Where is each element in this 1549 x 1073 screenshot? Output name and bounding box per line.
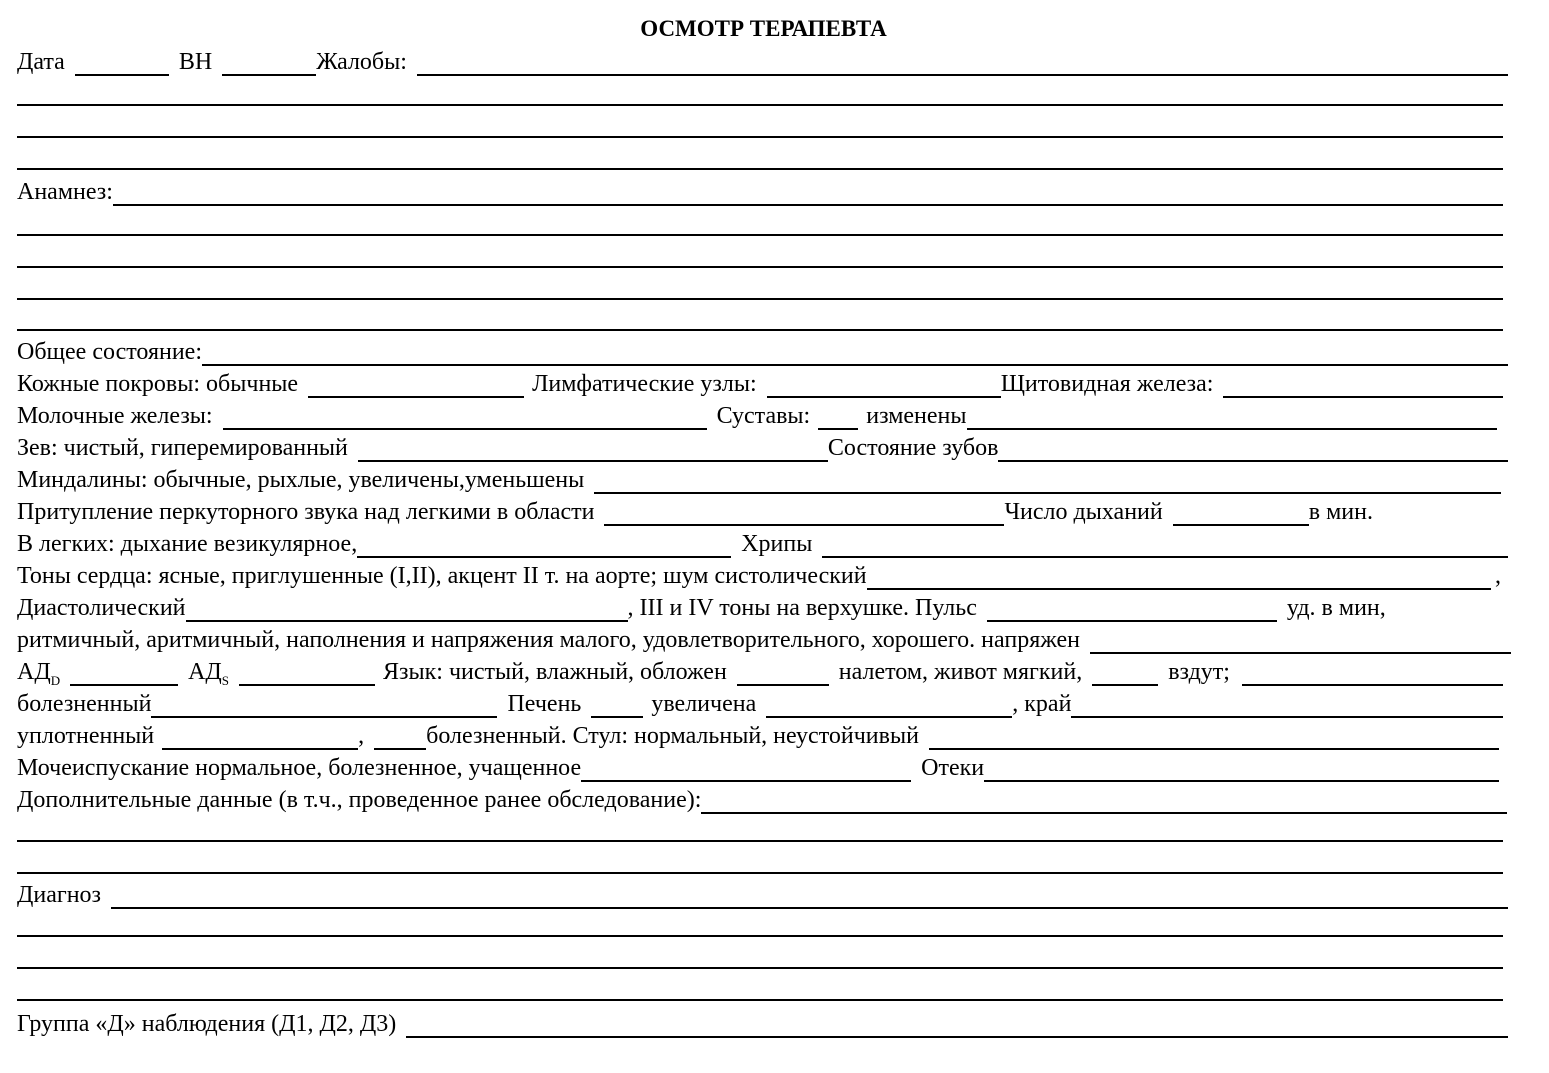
rales-field[interactable] <box>822 532 1508 558</box>
additional-label: Дополнительные данные (в т.ч., проведенное ранее обследование): <box>17 787 702 813</box>
ad-d-text: АД <box>17 659 51 685</box>
painful-label: болезненный <box>17 691 152 717</box>
complaints-label: Жалобы: <box>316 49 407 75</box>
tones-label: , III и IV тоны на верхушке. Пульс <box>627 595 977 621</box>
stool-field[interactable] <box>929 724 1499 750</box>
teeth-label: Состояние зубов <box>827 435 999 461</box>
bloated-label: вздут; <box>1168 659 1230 685</box>
additional-field[interactable] <box>701 788 1507 814</box>
ad-d-field[interactable] <box>70 660 178 686</box>
changed-field[interactable] <box>967 404 1497 430</box>
pulse-field[interactable] <box>987 596 1277 622</box>
anamnesis-field[interactable] <box>113 180 1503 206</box>
anamnesis-label: Анамнез: <box>17 179 113 205</box>
edema-field[interactable] <box>984 756 1499 782</box>
diagnosis-line-3[interactable] <box>17 967 1503 969</box>
row-breast <box>17 398 1497 430</box>
general-state-label: Общее состояние: <box>17 339 202 365</box>
anamnesis-line-5[interactable] <box>17 329 1503 331</box>
date-label: Дата <box>17 49 65 75</box>
anamnesis-line-3[interactable] <box>17 266 1503 268</box>
anamnesis-line-2[interactable] <box>17 234 1503 236</box>
rales-label: Хрипы <box>741 531 813 557</box>
vn-label: ВН <box>178 49 213 75</box>
diagnosis-line-4[interactable] <box>17 999 1503 1001</box>
edge-label: , край <box>1012 691 1072 717</box>
row-tonsils <box>17 462 1501 494</box>
row-throat <box>17 430 1508 462</box>
throat-field[interactable] <box>358 436 828 462</box>
ad-s-sub: S <box>221 672 230 688</box>
group-field[interactable] <box>406 1012 1508 1038</box>
diagnosis-line-2[interactable] <box>17 935 1503 937</box>
form-title: ОСМОТР ТЕРАПЕВТА <box>640 16 887 41</box>
row-additional <box>17 782 1507 814</box>
percussion-field[interactable] <box>604 500 1004 526</box>
heart-comma: , <box>1495 563 1501 589</box>
stool-label: болезненный. Стул: нормальный, неустойчивый <box>426 723 919 749</box>
row-percussion <box>17 494 1501 526</box>
diastolic-label: Диастолический <box>17 595 186 621</box>
bpm-label: уд. в мин, <box>1286 595 1386 621</box>
abdomen-field[interactable] <box>1092 660 1158 686</box>
coating-label: налетом, живот мягкий, <box>838 659 1083 685</box>
dense-label: уплотненный <box>17 723 155 749</box>
edge-field[interactable] <box>1071 692 1503 718</box>
skin-field[interactable] <box>308 372 524 398</box>
additional-line-3[interactable] <box>17 872 1503 874</box>
tongue-label: Язык: чистый, влажный, обложен <box>383 659 727 685</box>
diagnosis-field[interactable] <box>111 883 1508 909</box>
heart-label: Тоны сердца: ясные, приглушенные (I,II), акцент II т. на аорте; шум систолический <box>17 563 867 589</box>
anamnesis-line-4[interactable] <box>17 298 1503 300</box>
skin-label: Кожные покровы: обычные <box>17 371 299 397</box>
general-state-field[interactable] <box>202 340 1508 366</box>
complaints-line-2[interactable] <box>17 104 1503 106</box>
complaints-line-3[interactable] <box>17 136 1503 138</box>
row-bp <box>17 654 1503 686</box>
liver-label: Печень <box>507 691 582 717</box>
percussion-label: Притупление перкуторного звука над легкими в области <box>17 499 595 525</box>
diagnosis-label: Диагноз <box>17 882 102 908</box>
throat-label: Зев: чистый, гиперемированный <box>17 435 348 461</box>
breast-field[interactable] <box>223 404 707 430</box>
ad-s-label <box>188 658 229 686</box>
row-lungs <box>17 526 1508 558</box>
bloated-field[interactable] <box>1242 660 1503 686</box>
joints-label: Суставы: <box>716 403 811 429</box>
complaints-line-4[interactable] <box>17 168 1503 170</box>
urination-field[interactable] <box>581 756 911 782</box>
breath-rate-field[interactable] <box>1173 500 1309 526</box>
row-date-vn-complaints <box>17 44 1508 76</box>
row-urination <box>17 750 1499 782</box>
row-general-state <box>17 334 1508 366</box>
ad-s-text: АД <box>188 659 222 685</box>
liver-field[interactable] <box>591 692 643 718</box>
lungs-label: В легких: дыхание везикулярное, <box>17 531 358 557</box>
enlarged-field[interactable] <box>766 692 1012 718</box>
complaints-field[interactable] <box>417 50 1508 76</box>
lungs-field[interactable] <box>357 532 731 558</box>
row-liver <box>17 686 1503 718</box>
group-label: Группа «Д» наблюдения (Д1, Д2, Д3) <box>17 1011 397 1037</box>
vn-field[interactable] <box>222 50 316 76</box>
tonsils-field[interactable] <box>594 468 1501 494</box>
pulse-label: ритмичный, аритмичный, наполнения и напряжения малого, удовлетворительного, хорошего. напряжен <box>17 627 1080 653</box>
additional-line-2[interactable] <box>17 840 1503 842</box>
diastolic-field[interactable] <box>186 596 628 622</box>
ad-d-sub: D <box>50 672 61 688</box>
row-diastolic <box>17 590 1501 622</box>
breast-label: Молочные железы: <box>17 403 213 429</box>
row-group <box>17 1006 1508 1038</box>
tongue-field[interactable] <box>737 660 829 686</box>
per-min-label: в мин. <box>1308 499 1373 525</box>
ad-d-label <box>17 658 60 686</box>
date-field[interactable] <box>75 50 169 76</box>
lymph-field[interactable] <box>767 372 1001 398</box>
row-heart <box>17 558 1501 590</box>
edema-label: Отеки <box>921 755 985 781</box>
row-diagnosis <box>17 877 1508 909</box>
row-pulse <box>17 622 1511 654</box>
dense-field[interactable] <box>162 724 358 750</box>
teeth-field[interactable] <box>998 436 1508 462</box>
painful-field[interactable] <box>151 692 497 718</box>
stool-painful-field[interactable] <box>374 724 426 750</box>
enlarged-label: увеличена <box>651 691 757 717</box>
ad-s-field[interactable] <box>239 660 375 686</box>
lymph-label: Лимфатические узлы: <box>532 371 757 397</box>
thyroid-label: Щитовидная железа: <box>1000 371 1214 397</box>
breath-rate-label: Число дыханий <box>1004 499 1163 525</box>
row-anamnesis <box>17 174 1503 206</box>
tonsils-label: Миндалины: обычные, рыхлые, увеличены,уменьшены <box>17 467 585 493</box>
stool-comma: , <box>358 723 365 749</box>
row-stool <box>17 718 1499 750</box>
pulse-tension-field[interactable] <box>1090 628 1511 654</box>
thyroid-field[interactable] <box>1223 372 1503 398</box>
urination-label: Мочеиспускание нормальное, болезненное, учащенное <box>17 755 582 781</box>
row-skin <box>17 366 1503 398</box>
changed-label: изменены <box>866 403 967 429</box>
systolic-field[interactable] <box>867 564 1491 590</box>
joints-field[interactable] <box>818 404 858 430</box>
